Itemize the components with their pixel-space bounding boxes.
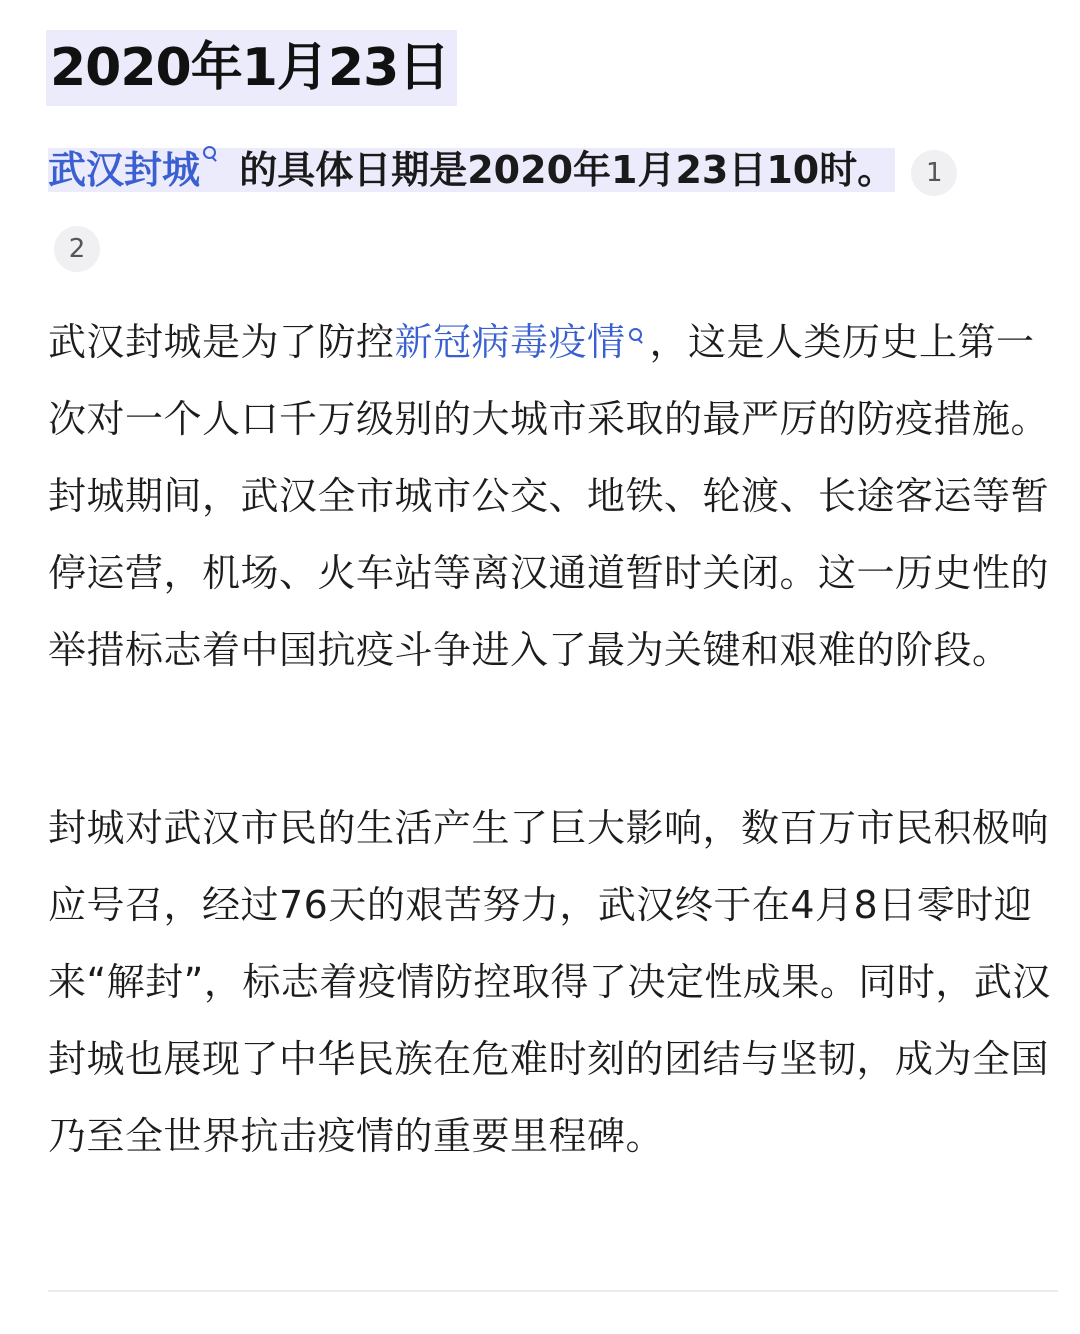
paragraph-text: 武汉封城是为了防控 (48, 320, 395, 364)
paragraph-text: 封城对武汉市民的生活产生了巨大影响，数百万市民积极响应号召，经过76天的艰苦努力，武汉终于在4月8日零时迎来“解封”，标志着疫情防控取得了决定性成果。同时，武汉封城也展现了中华民族在危难时刻的团结与坚韧，成为全国乃至全世界抗击疫情的重要里程碑。 (48, 806, 1051, 1158)
search-link-label[interactable]: 武汉封城 (48, 148, 201, 192)
answer-highlight (48, 148, 895, 192)
search-icon[interactable] (202, 146, 218, 166)
citation-badge-1[interactable]: 1 (911, 150, 957, 196)
answer-text: 的具体日期是2020年1月23日10时。 (226, 148, 896, 192)
search-link-covid[interactable] (395, 320, 650, 364)
search-link-wuhan-lockdown[interactable] (48, 148, 226, 192)
citation-badge-2[interactable]: 2 (54, 226, 100, 272)
page-title: 2020年1月23日 (46, 30, 457, 106)
answer-summary (48, 140, 1048, 200)
divider (48, 1290, 1058, 1292)
paragraph-text: ，这是人类历史上第一次对一个人口千万级别的大城市采取的最严厉的防疫措施。封城期间，武汉全市城市公交、地铁、轮渡、长途客运等暂停运营，机场、火车站等离汉通道暂时关闭。这一历史性的举措标志着中国抗疫斗争进入了最为关键和艰难的阶段。 (48, 320, 1050, 672)
search-icon[interactable] (628, 328, 644, 348)
paragraph-impact (48, 790, 1072, 1175)
search-link-label[interactable]: 新冠病毒疫情 (394, 320, 626, 364)
paragraph-background (48, 304, 1072, 689)
